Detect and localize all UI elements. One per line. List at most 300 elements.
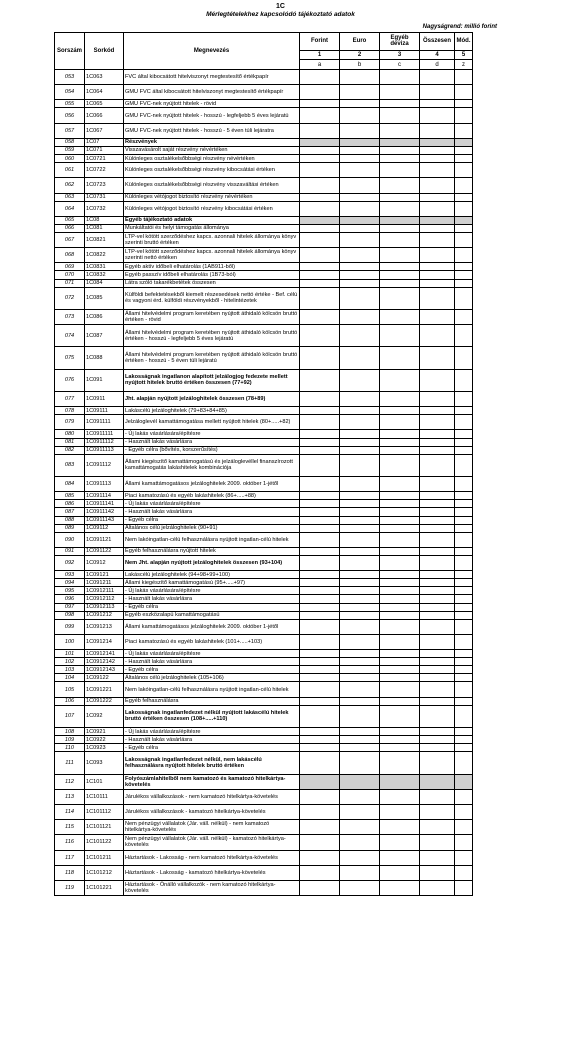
value-cell-forint <box>300 634 340 649</box>
value-cell-forint <box>300 492 340 500</box>
value-cell-osszesen <box>420 407 455 415</box>
row-number: 112 <box>55 774 85 789</box>
header-egyeb-deviza: Egyéb deviza <box>380 33 420 51</box>
value-cell-mod <box>455 697 473 705</box>
value-cell-egyeb <box>380 193 420 201</box>
value-cell-forint <box>300 163 340 178</box>
value-cell-euro <box>340 163 380 178</box>
value-cell-forint <box>300 407 340 415</box>
value-cell-mod <box>455 347 473 369</box>
value-cell-osszesen <box>420 287 455 309</box>
value-cell-mod <box>455 865 473 880</box>
value-cell-euro <box>340 587 380 595</box>
row-code: 1C093 <box>85 752 124 774</box>
row-number: 097 <box>55 603 85 611</box>
table-row <box>55 728 473 736</box>
row-label: LTP-vel kötött szerződéshez kapcs. azonnali hitelek állománya könyv szerinti bruttó értéken <box>124 232 300 247</box>
row-number: 106 <box>55 697 85 705</box>
header-num-1: 1 <box>300 50 340 60</box>
row-code: 1C0912111 <box>85 587 124 595</box>
value-cell-osszesen <box>420 178 455 193</box>
value-cell-forint <box>300 774 340 789</box>
value-cell-osszesen <box>420 805 455 820</box>
row-number: 070 <box>55 271 85 279</box>
row-label: - Használt lakás vásárlásra <box>124 595 300 603</box>
value-cell-mod <box>455 611 473 619</box>
value-cell-forint <box>300 287 340 309</box>
value-cell-egyeb <box>380 392 420 407</box>
row-label: Állami kiegészítő kamattámogatású (95+.....+97) <box>124 579 300 587</box>
value-cell-osszesen <box>420 547 455 555</box>
row-code: 1C101212 <box>85 865 124 880</box>
table-row <box>55 492 473 500</box>
row-code: 1C092 <box>85 705 124 727</box>
value-cell-egyeb <box>380 805 420 820</box>
table-row <box>55 325 473 347</box>
row-code: 1C065 <box>85 100 124 108</box>
table-row <box>55 752 473 774</box>
row-number: 099 <box>55 619 85 634</box>
row-label: - Új lakás vásárlására/építésre <box>124 430 300 438</box>
value-cell-forint <box>300 555 340 570</box>
value-cell-euro <box>340 70 380 85</box>
value-cell-osszesen <box>420 430 455 438</box>
value-cell-euro <box>340 263 380 271</box>
value-cell-osszesen <box>420 516 455 524</box>
table-row <box>55 216 473 224</box>
row-code: 1C0911141 <box>85 500 124 508</box>
value-cell-egyeb <box>380 477 420 492</box>
row-label: Állami hitelvédelmi program keretében nyújtott áthidaló kölcsön bruttó értéken - hosszú - legfeljebb 5 éves lejáratú <box>124 325 300 347</box>
value-cell-mod <box>455 271 473 279</box>
value-cell-osszesen <box>420 279 455 287</box>
value-cell-osszesen <box>420 774 455 789</box>
value-cell-euro <box>340 532 380 547</box>
table-row <box>55 287 473 309</box>
row-label: Egyéb tájékoztató adatok <box>124 216 300 224</box>
row-number: 092 <box>55 555 85 570</box>
header-osszesen: Összesen <box>420 33 455 51</box>
value-cell-egyeb <box>380 508 420 516</box>
value-cell-euro <box>340 650 380 658</box>
value-cell-euro <box>340 774 380 789</box>
row-number: 080 <box>55 430 85 438</box>
value-cell-egyeb <box>380 666 420 674</box>
row-code: 1C101121 <box>85 820 124 835</box>
value-cell-osszesen <box>420 579 455 587</box>
row-code: 1C0911142 <box>85 508 124 516</box>
table-row <box>55 178 473 193</box>
table-row <box>55 634 473 649</box>
table-row <box>55 674 473 682</box>
header-sorszam: Sorszám <box>55 33 85 70</box>
value-cell-osszesen <box>420 705 455 727</box>
value-cell-mod <box>455 108 473 123</box>
value-cell-euro <box>340 309 380 324</box>
row-number: 072 <box>55 287 85 309</box>
value-cell-euro <box>340 216 380 224</box>
value-cell-egyeb <box>380 571 420 579</box>
value-cell-forint <box>300 595 340 603</box>
value-cell-euro <box>340 146 380 154</box>
value-cell-euro <box>340 100 380 108</box>
row-label: Látra szóló takarékbetétek összesen <box>124 279 300 287</box>
value-cell-mod <box>455 138 473 146</box>
value-cell-mod <box>455 516 473 524</box>
table-body <box>55 70 473 896</box>
value-cell-forint <box>300 454 340 476</box>
value-cell-euro <box>340 369 380 391</box>
value-cell-euro <box>340 492 380 500</box>
value-cell-euro <box>340 658 380 666</box>
value-cell-euro <box>340 123 380 138</box>
value-cell-egyeb <box>380 108 420 123</box>
value-cell-euro <box>340 138 380 146</box>
value-cell-mod <box>455 446 473 454</box>
row-code: 1C0923 <box>85 744 124 752</box>
value-cell-mod <box>455 547 473 555</box>
row-number: 095 <box>55 587 85 595</box>
value-cell-mod <box>455 454 473 476</box>
value-cell-euro <box>340 682 380 697</box>
value-cell-egyeb <box>380 865 420 880</box>
row-label: Háztartások - Lakosság - nem kamatozó hitelkártya-követelés <box>124 850 300 865</box>
value-cell-mod <box>455 287 473 309</box>
value-cell-egyeb <box>380 155 420 163</box>
table-row <box>55 611 473 619</box>
row-number: 103 <box>55 666 85 674</box>
row-code: 1C101122 <box>85 835 124 850</box>
row-label: Folyószámlahitelből nem kamatozó és kamatozó hitelkártya-követelés <box>124 774 300 789</box>
value-cell-osszesen <box>420 595 455 603</box>
row-number: 096 <box>55 595 85 603</box>
value-cell-forint <box>300 369 340 391</box>
row-label: - Új lakás vásárlására/építésre <box>124 587 300 595</box>
value-cell-forint <box>300 611 340 619</box>
value-cell-osszesen <box>420 658 455 666</box>
value-cell-forint <box>300 232 340 247</box>
value-cell-euro <box>340 477 380 492</box>
row-number: 087 <box>55 508 85 516</box>
value-cell-egyeb <box>380 500 420 508</box>
value-cell-egyeb <box>380 201 420 216</box>
value-cell-euro <box>340 835 380 850</box>
row-code: 1C086 <box>85 309 124 324</box>
header-letter-d: d <box>420 60 455 70</box>
table-row <box>55 155 473 163</box>
value-cell-osszesen <box>420 666 455 674</box>
row-number: 068 <box>55 248 85 263</box>
unit-label: Nagyságrend: millió forint <box>422 24 497 30</box>
row-label: Egyéb aktív időbeli elhatárolás (1AB911-ből) <box>124 263 300 271</box>
value-cell-osszesen <box>420 224 455 232</box>
row-label: Egyéb eszközalapú kamattámogatású <box>124 611 300 619</box>
value-cell-egyeb <box>380 603 420 611</box>
value-cell-euro <box>340 728 380 736</box>
value-cell-egyeb <box>380 263 420 271</box>
value-cell-egyeb <box>380 516 420 524</box>
row-code: 1C063 <box>85 70 124 85</box>
value-cell-osszesen <box>420 835 455 850</box>
header-mod: Mód. <box>455 33 473 51</box>
row-code: 1C085 <box>85 287 124 309</box>
value-cell-egyeb <box>380 407 420 415</box>
value-cell-euro <box>340 595 380 603</box>
row-number: 086 <box>55 500 85 508</box>
value-cell-egyeb <box>380 579 420 587</box>
value-cell-forint <box>300 666 340 674</box>
value-cell-mod <box>455 789 473 804</box>
row-code: 1C0911111 <box>85 430 124 438</box>
row-label: - Használt lakás vásárlásra <box>124 508 300 516</box>
value-cell-mod <box>455 619 473 634</box>
value-cell-egyeb <box>380 454 420 476</box>
table-row <box>55 279 473 287</box>
row-number: 066 <box>55 224 85 232</box>
row-label: Nem Jht. alapján nyújtott jelzáloghitelek összesen (93+104) <box>124 555 300 570</box>
value-cell-mod <box>455 571 473 579</box>
value-cell-egyeb <box>380 492 420 500</box>
row-code: 1C091213 <box>85 619 124 634</box>
header-letter-c: c <box>380 60 420 70</box>
value-cell-forint <box>300 201 340 216</box>
row-code: 1C088 <box>85 347 124 369</box>
value-cell-forint <box>300 571 340 579</box>
value-cell-euro <box>340 454 380 476</box>
value-cell-osszesen <box>420 789 455 804</box>
header-euro: Euro <box>340 33 380 51</box>
value-cell-euro <box>340 619 380 634</box>
value-cell-egyeb <box>380 634 420 649</box>
row-label: Különleges osztalékelsőbbségi részvény névértéken <box>124 155 300 163</box>
table-row <box>55 430 473 438</box>
value-cell-euro <box>340 201 380 216</box>
table-row <box>55 555 473 570</box>
table-row <box>55 309 473 324</box>
row-label: - Új lakás vásárlására/építésre <box>124 728 300 736</box>
value-cell-egyeb <box>380 70 420 85</box>
value-cell-osszesen <box>420 232 455 247</box>
value-cell-forint <box>300 100 340 108</box>
row-label: Lakáscélú jelzáloghitelek (94+98+99+100) <box>124 571 300 579</box>
value-cell-mod <box>455 508 473 516</box>
row-code: 1C091114 <box>85 492 124 500</box>
value-cell-egyeb <box>380 880 420 895</box>
table-row <box>55 603 473 611</box>
value-cell-forint <box>300 309 340 324</box>
value-cell-forint <box>300 658 340 666</box>
value-cell-osszesen <box>420 70 455 85</box>
value-cell-mod <box>455 201 473 216</box>
value-cell-forint <box>300 744 340 752</box>
value-cell-forint <box>300 347 340 369</box>
value-cell-mod <box>455 155 473 163</box>
row-code: 1C0912141 <box>85 650 124 658</box>
value-cell-euro <box>340 547 380 555</box>
value-cell-egyeb <box>380 248 420 263</box>
row-number: 104 <box>55 674 85 682</box>
value-cell-osszesen <box>420 508 455 516</box>
value-cell-egyeb <box>380 85 420 100</box>
row-label: Háztartások - Lakosság - kamatozó hitelkártya-követelés <box>124 865 300 880</box>
row-number: 058 <box>55 138 85 146</box>
table-row <box>55 446 473 454</box>
value-cell-egyeb <box>380 820 420 835</box>
value-cell-mod <box>455 438 473 446</box>
value-cell-egyeb <box>380 547 420 555</box>
row-label: Nem pénzügyi vállalatok (Jár. váll. nélkül) - nem kamatozó hitelkártya-követelés <box>124 820 300 835</box>
value-cell-euro <box>340 430 380 438</box>
value-cell-forint <box>300 736 340 744</box>
value-cell-euro <box>340 865 380 880</box>
table-row <box>55 369 473 391</box>
row-number: 111 <box>55 752 85 774</box>
row-number: 074 <box>55 325 85 347</box>
row-number: 110 <box>55 744 85 752</box>
value-cell-forint <box>300 279 340 287</box>
row-code: 1C064 <box>85 85 124 100</box>
value-cell-forint <box>300 835 340 850</box>
row-label: FVC által kibocsátott hitelviszonyt megtestesítő értékpapír <box>124 70 300 85</box>
value-cell-mod <box>455 248 473 263</box>
value-cell-forint <box>300 123 340 138</box>
row-code: 1C0912113 <box>85 603 124 611</box>
value-cell-osszesen <box>420 619 455 634</box>
value-cell-osszesen <box>420 248 455 263</box>
row-code: 1C0912143 <box>85 666 124 674</box>
value-cell-forint <box>300 508 340 516</box>
row-code: 1C0822 <box>85 248 124 263</box>
value-cell-mod <box>455 123 473 138</box>
value-cell-euro <box>340 805 380 820</box>
row-label: - Használt lakás vásárlásra <box>124 658 300 666</box>
row-label: Állami kiegészítő kamattámogatású és jelzáloglevéllel finanszírozott kamattámogatás lakáshitelek kombinációja <box>124 454 300 476</box>
table-row <box>55 736 473 744</box>
value-cell-forint <box>300 516 340 524</box>
value-cell-forint <box>300 108 340 123</box>
value-cell-egyeb <box>380 146 420 154</box>
value-cell-osszesen <box>420 163 455 178</box>
header-num-4: 4 <box>420 50 455 60</box>
table-row <box>55 163 473 178</box>
row-label: - Új lakás vásárlására/építésre <box>124 650 300 658</box>
value-cell-forint <box>300 805 340 820</box>
value-cell-mod <box>455 880 473 895</box>
value-cell-euro <box>340 224 380 232</box>
value-cell-egyeb <box>380 325 420 347</box>
row-label: Állami hitelvédelmi program keretében nyújtott áthidaló kölcsön bruttó értéken - rövid <box>124 309 300 324</box>
value-cell-forint <box>300 271 340 279</box>
value-cell-mod <box>455 193 473 201</box>
row-label: Jelzáloglevél kamattámogatása mellett nyújtott hitelek (80+.....+82) <box>124 415 300 430</box>
row-code: 1C087 <box>85 325 124 347</box>
row-code: 1C091221 <box>85 682 124 697</box>
row-code: 1C101 <box>85 774 124 789</box>
row-number: 062 <box>55 178 85 193</box>
row-label: Egyéb felhasználásra nyújtott hitelek <box>124 547 300 555</box>
value-cell-osszesen <box>420 820 455 835</box>
value-cell-egyeb <box>380 309 420 324</box>
value-cell-forint <box>300 728 340 736</box>
table-row <box>55 508 473 516</box>
row-code: 1C0912 <box>85 555 124 570</box>
value-cell-forint <box>300 619 340 634</box>
table-row <box>55 705 473 727</box>
table-row <box>55 774 473 789</box>
value-cell-mod <box>455 415 473 430</box>
row-label: Visszavásárolt saját részvény névértéken <box>124 146 300 154</box>
value-cell-mod <box>455 595 473 603</box>
value-cell-osszesen <box>420 369 455 391</box>
value-cell-osszesen <box>420 477 455 492</box>
row-code: 1C0912112 <box>85 595 124 603</box>
value-cell-osszesen <box>420 85 455 100</box>
row-label: GMU FVC-nek nyújtott hitelek - hosszú - 5 éven túli lejáratra <box>124 123 300 138</box>
value-cell-egyeb <box>380 138 420 146</box>
value-cell-osszesen <box>420 438 455 446</box>
value-cell-egyeb <box>380 587 420 595</box>
value-cell-euro <box>340 603 380 611</box>
value-cell-osszesen <box>420 865 455 880</box>
row-code: 1C091214 <box>85 634 124 649</box>
value-cell-egyeb <box>380 658 420 666</box>
row-label: - Egyéb célra <box>124 744 300 752</box>
value-cell-mod <box>455 309 473 324</box>
row-code: 1C091112 <box>85 454 124 476</box>
value-cell-egyeb <box>380 369 420 391</box>
row-number: 073 <box>55 309 85 324</box>
value-cell-euro <box>340 500 380 508</box>
row-code: 1C0921 <box>85 728 124 736</box>
value-cell-egyeb <box>380 216 420 224</box>
row-label: - Használt lakás vásárlásra <box>124 736 300 744</box>
value-cell-osszesen <box>420 682 455 697</box>
value-cell-forint <box>300 178 340 193</box>
value-cell-mod <box>455 369 473 391</box>
row-code: 1C091122 <box>85 547 124 555</box>
row-label: - Egyéb célra (bővítés, korszerűsítés) <box>124 446 300 454</box>
value-cell-forint <box>300 438 340 446</box>
value-cell-egyeb <box>380 744 420 752</box>
value-cell-forint <box>300 70 340 85</box>
value-cell-mod <box>455 263 473 271</box>
table-row <box>55 880 473 895</box>
row-label: Munkáltatói és helyi támogatás állománya <box>124 224 300 232</box>
row-number: 116 <box>55 835 85 850</box>
value-cell-egyeb <box>380 232 420 247</box>
row-label: GMU FVC-nek nyújtott hitelek - hosszú - legfeljebb 5 éves lejáratú <box>124 108 300 123</box>
value-cell-forint <box>300 446 340 454</box>
value-cell-euro <box>340 232 380 247</box>
table-title: Mérlegtételekhez kapcsolódó tájékoztató adatok <box>206 11 355 18</box>
row-number: 090 <box>55 532 85 547</box>
row-label: Állami kamattámogatásos jelzáloghitelek 2009. október 1-jétől <box>124 619 300 634</box>
row-label: Háztartások - Önálló vállalkozók - nem kamatozó hitelkártya-követelés <box>124 880 300 895</box>
row-number: 056 <box>55 108 85 123</box>
value-cell-egyeb <box>380 438 420 446</box>
value-cell-euro <box>340 850 380 865</box>
value-cell-mod <box>455 587 473 595</box>
row-code: 1C0721 <box>85 155 124 163</box>
table-row <box>55 454 473 476</box>
value-cell-osszesen <box>420 123 455 138</box>
row-label: Lakosságnak ingatlanfedezet nélkül, nem lakáscélú felhasználásra nyújtott hitelek bruttó értéken <box>124 752 300 774</box>
table-row <box>55 571 473 579</box>
table-row <box>55 650 473 658</box>
value-cell-egyeb <box>380 271 420 279</box>
row-label: GMU FVC által kibocsátott hitelviszonyt megtestesítő értékpapír <box>124 85 300 100</box>
value-cell-forint <box>300 880 340 895</box>
